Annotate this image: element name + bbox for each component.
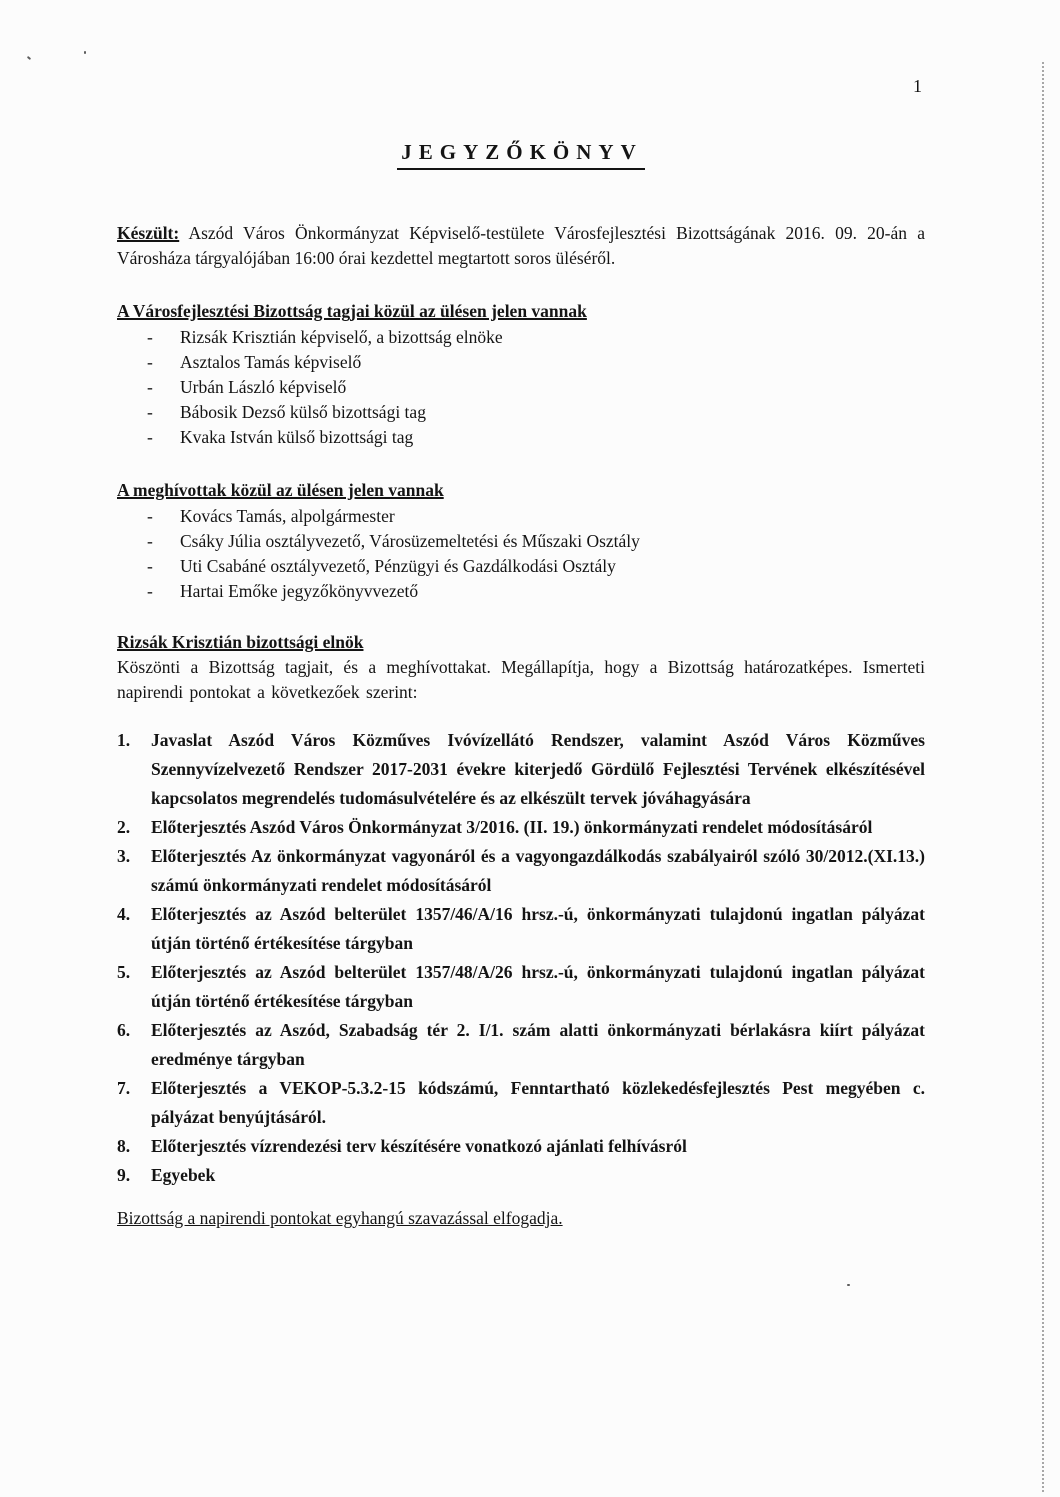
agenda-item bbox=[117, 1074, 925, 1132]
attendee-name: Uti Csabáné osztályvezető, Pénzügyi és Gazdálkodási Osztály bbox=[180, 556, 616, 576]
agenda-item-text: Előterjesztés az Aszód, Szabadság tér 2. I/1. szám alatti önkormányzati bérlakásra kiírt pályázat eredménye tárgyban bbox=[151, 1020, 925, 1069]
attendee-name: Urbán László képviselő bbox=[180, 377, 347, 397]
agenda-item bbox=[117, 958, 925, 1016]
attendee-item bbox=[117, 529, 925, 554]
agenda-item-text: Javaslat Aszód Város Közműves Ivóvízellátó Rendszer, valamint Aszód Város Közműves Szennyvízelvezető Rendszer 2017-2031 évekre kiterjedő Gördülő Fejlesztési Tervének elkészítésével kapcsolatos megrendelés tudomásulvételére és az elkészült tervek jóváhagyására bbox=[151, 730, 925, 808]
intro-paragraph bbox=[117, 221, 925, 271]
agenda-item-number: 8. bbox=[117, 1136, 131, 1156]
intro-text: Aszód Város Önkormányzat Képviselő-testülete Városfejlesztési Bizottságának 2016. 09. 20-án a Városháza tárgyalójában 16:00 órai kezdettel megtartott soros üléséről. bbox=[117, 223, 925, 268]
scan-speckle bbox=[847, 1284, 850, 1286]
attendee-name: Hartai Emőke jegyzőkönyvvezető bbox=[180, 581, 419, 601]
agenda-item-number: 1. bbox=[117, 730, 131, 750]
agenda-item-number: 5. bbox=[117, 962, 131, 982]
agenda-item bbox=[117, 726, 925, 813]
bullet-dash: - bbox=[147, 556, 153, 576]
bullet-dash: - bbox=[147, 377, 153, 397]
bullet-dash: - bbox=[147, 327, 153, 347]
section-heading-committee-members: A Városfejlesztési Bizottság tagjai közül az ülésen jelen vannak bbox=[117, 301, 587, 321]
attendee-item bbox=[117, 400, 925, 425]
closing-statement: Bizottság a napirendi pontokat egyhangú szavazással elfogadja. bbox=[117, 1208, 563, 1228]
speaker-heading-chairman: Rizsák Krisztián bizottsági elnök bbox=[117, 632, 364, 652]
agenda-item bbox=[117, 842, 925, 900]
agenda-item-text: Egyebek bbox=[151, 1165, 216, 1185]
attendee-item bbox=[117, 554, 925, 579]
document-title: JEGYZŐKÖNYV bbox=[397, 140, 645, 170]
scan-speckle bbox=[84, 51, 86, 54]
agenda-item-number: 6. bbox=[117, 1020, 131, 1040]
attendee-name: Rizsák Krisztián képviselő, a bizottság elnöke bbox=[180, 327, 503, 347]
attendee-item bbox=[117, 325, 925, 350]
agenda-item-number: 7. bbox=[117, 1078, 131, 1098]
attendee-item bbox=[117, 504, 925, 529]
bullet-dash: - bbox=[147, 402, 153, 422]
attendee-name: Bábosik Dezső külső bizottsági tag bbox=[180, 402, 426, 422]
agenda-item-number: 9. bbox=[117, 1165, 131, 1185]
document-title-wrap bbox=[117, 140, 925, 170]
attendee-item bbox=[117, 350, 925, 375]
bullet-dash: - bbox=[147, 581, 153, 601]
attendee-name: Kvaka István külső bizottsági tag bbox=[180, 427, 414, 447]
attendee-name: Asztalos Tamás képviselő bbox=[180, 352, 362, 372]
agenda-item-number: 4. bbox=[117, 904, 131, 924]
agenda-item bbox=[117, 1132, 925, 1161]
scan-artifact-edge-line bbox=[1042, 62, 1044, 1492]
bullet-dash: - bbox=[147, 531, 153, 551]
page-number: 1 bbox=[913, 76, 922, 96]
attendee-item bbox=[117, 579, 925, 604]
scan-speckle bbox=[27, 56, 31, 60]
agenda-item-number: 3. bbox=[117, 846, 131, 866]
attendee-item bbox=[117, 425, 925, 450]
intro-label: Készült: bbox=[117, 223, 180, 243]
chairman-remarks-paragraph: Köszönti a Bizottság tagjait, és a meghívottakat. Megállapítja, hogy a Bizottság határozatképes. Ismerteti napirendi pontokat a következőek szerint: bbox=[117, 657, 925, 702]
attendee-list-invitees bbox=[117, 504, 925, 604]
agenda-item-text: Előterjesztés Az önkormányzat vagyonáról és a vagyongazdálkodás szabályairól szóló 30/2012.(XI.13.) számú önkormányzati rendelet módosításáról bbox=[151, 846, 925, 895]
bullet-dash: - bbox=[147, 352, 153, 372]
agenda-item bbox=[117, 813, 925, 842]
agenda-item-text: Előterjesztés az Aszód belterület 1357/48/A/26 hrsz.-ú, önkormányzati tulajdonú ingatlan pályázat útján történő értékesítése tárgyban bbox=[151, 962, 925, 1011]
attendee-item bbox=[117, 375, 925, 400]
section-heading-invitees: A meghívottak közül az ülésen jelen vannak bbox=[117, 480, 444, 500]
bullet-dash: - bbox=[147, 427, 153, 447]
agenda-item-text: Előterjesztés Aszód Város Önkormányzat 3/2016. (II. 19.) önkormányzati rendelet módosításáról bbox=[151, 817, 873, 837]
document-content bbox=[117, 0, 925, 1231]
attendee-name: Csáky Júlia osztályvezető, Városüzemeltetési és Műszaki Osztály bbox=[180, 531, 640, 551]
agenda-item-number: 2. bbox=[117, 817, 131, 837]
attendee-name: Kovács Tamás, alpolgármester bbox=[180, 506, 395, 526]
agenda-item bbox=[117, 1016, 925, 1074]
agenda-item-text: Előterjesztés vízrendezési terv készítésére vonatkozó ajánlati felhívásról bbox=[151, 1136, 687, 1156]
agenda-item bbox=[117, 1161, 925, 1190]
agenda-item bbox=[117, 900, 925, 958]
agenda-list bbox=[117, 726, 925, 1190]
agenda-item-text: Előterjesztés a VEKOP-5.3.2-15 kódszámú, Fenntartható közlekedésfejlesztés Pest megyében c. pályázat benyújtásáról. bbox=[151, 1078, 925, 1127]
agenda-item-text: Előterjesztés az Aszód belterület 1357/46/A/16 hrsz.-ú, önkormányzati tulajdonú ingatlan pályázat útján történő értékesítése tárgyban bbox=[151, 904, 925, 953]
bullet-dash: - bbox=[147, 506, 153, 526]
attendee-list-committee bbox=[117, 325, 925, 450]
